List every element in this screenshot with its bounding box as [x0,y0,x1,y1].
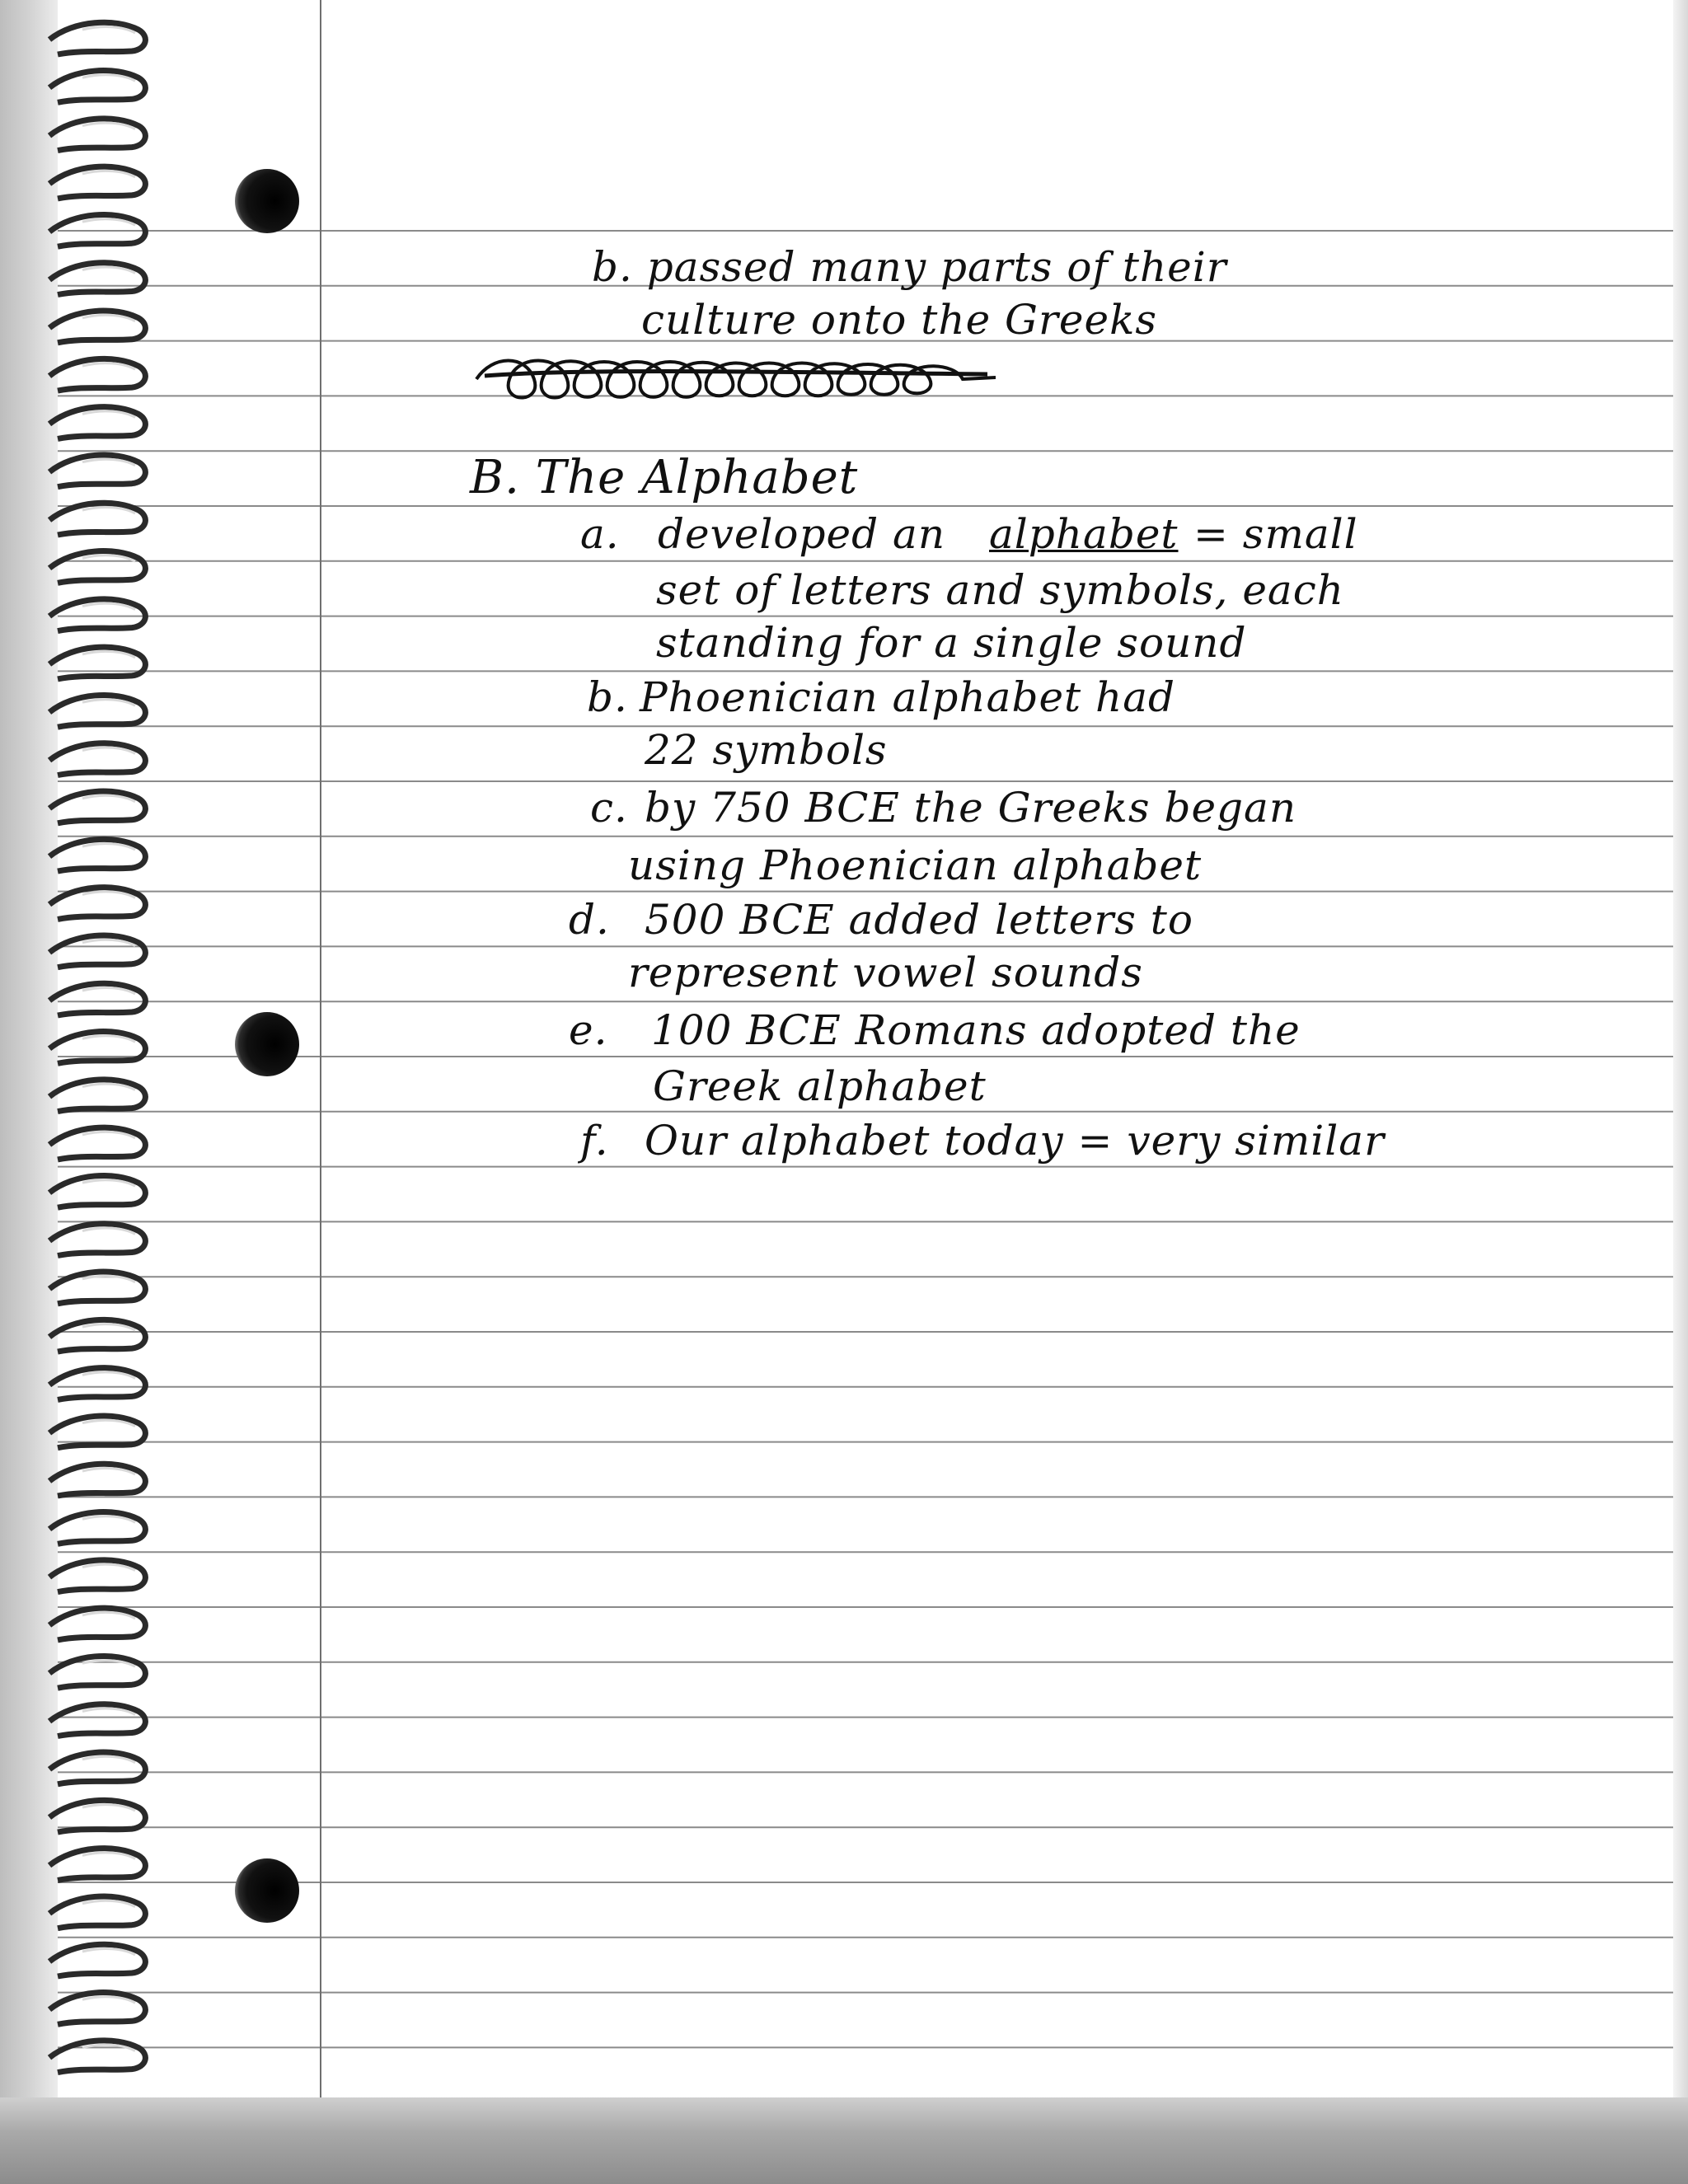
spiral-coil [49,22,145,54]
item-a-line-3: standing for a single sound [656,619,1247,667]
punch-hole-middle [235,1012,299,1076]
spiral-coil [49,119,145,151]
item-b-line-1: Phoenician alphabet had [640,673,1176,721]
spiral-coil [49,166,145,199]
spiral-coil [49,1224,145,1256]
spiral-coil [49,1896,145,1929]
item-e-marker: e. [569,1006,608,1054]
spiral-coil [49,1272,145,1304]
item-a-definition: = small [1193,510,1358,558]
spiral-binding [0,0,157,2097]
item-f-line-1: Our alphabet today = very similar [645,1117,1385,1165]
item-a-marker: a. [580,510,620,558]
punch-hole-top [235,169,299,233]
spiral-coil [49,1752,145,1784]
spiral-coil [49,1032,145,1064]
spiral-coil [49,935,145,968]
spiral-coil [49,743,145,776]
spiral-coil [49,1993,145,2025]
notebook-paper [58,0,1673,2097]
item-d-marker: d. [569,896,610,944]
spiral-coil [49,695,145,727]
spiral-coil [49,71,145,103]
spiral-coil [49,1800,145,1832]
item-b-line-2: 22 symbols [645,726,888,774]
scan-right-edge [1673,0,1688,2184]
spiral-coil [49,1416,145,1448]
spiral-coil [49,455,145,487]
item-c-line-2: using Phoenician alphabet [628,841,1203,889]
spiral-coil [49,407,145,439]
item-e-line-1: 100 BCE Romans adopted the [651,1006,1301,1054]
spiral-coil [49,214,145,246]
spiral-coil [49,1080,145,1112]
item-a-line-1: developed an [658,510,946,558]
spiral-coil [49,551,145,583]
spiral-coil [49,1464,145,1496]
spiral-coil [49,1368,145,1400]
item-b-marker: b. [587,673,628,721]
spiral-coil [49,1608,145,1640]
item-e-line-2: Greek alphabet [653,1062,987,1110]
item-f-marker: f. [580,1117,609,1165]
spiral-coil [49,1127,145,1160]
spiral-coil [49,1944,145,1976]
item-d-line-2: represent vowel sounds [628,949,1143,996]
spiral-coil [49,1849,145,1881]
section-heading: B. The Alphabet [470,451,859,504]
item-a-line-2: set of letters and symbols, each [656,566,1344,614]
scan-bottom-edge [0,2097,1688,2184]
item-a-term: alphabet [989,510,1179,558]
spiral-coil [49,599,145,631]
spiral-coil [49,983,145,1015]
spiral-coil [49,2041,145,2073]
margin-line [320,0,321,2097]
spiral-coil [49,1319,145,1352]
spiral-coil [49,1656,145,1688]
spiral-coil [49,1175,145,1207]
spiral-coil [49,503,145,535]
spiral-coil [49,647,145,679]
spiral-coil [49,839,145,871]
spiral-coil [49,311,145,343]
item-c-line-1: by 750 BCE the Greeks began [645,784,1297,832]
spiral-coil [49,888,145,920]
spiral-coil [49,359,145,391]
spiral-coil [49,791,145,823]
item-c-marker: c. [590,784,628,832]
spiral-coil [49,1512,145,1544]
spiral-coil [49,263,145,295]
item-d-line-1: 500 BCE added letters to [645,896,1193,944]
top-item-line-1: b. passed many parts of their [592,243,1227,291]
top-item-line-2: culture onto the Greeks [641,296,1158,344]
crossed-out-heading-scribble [468,346,996,412]
spiral-coil [49,1704,145,1736]
punch-hole-bottom [235,1858,299,1923]
spiral-coil [49,1560,145,1592]
